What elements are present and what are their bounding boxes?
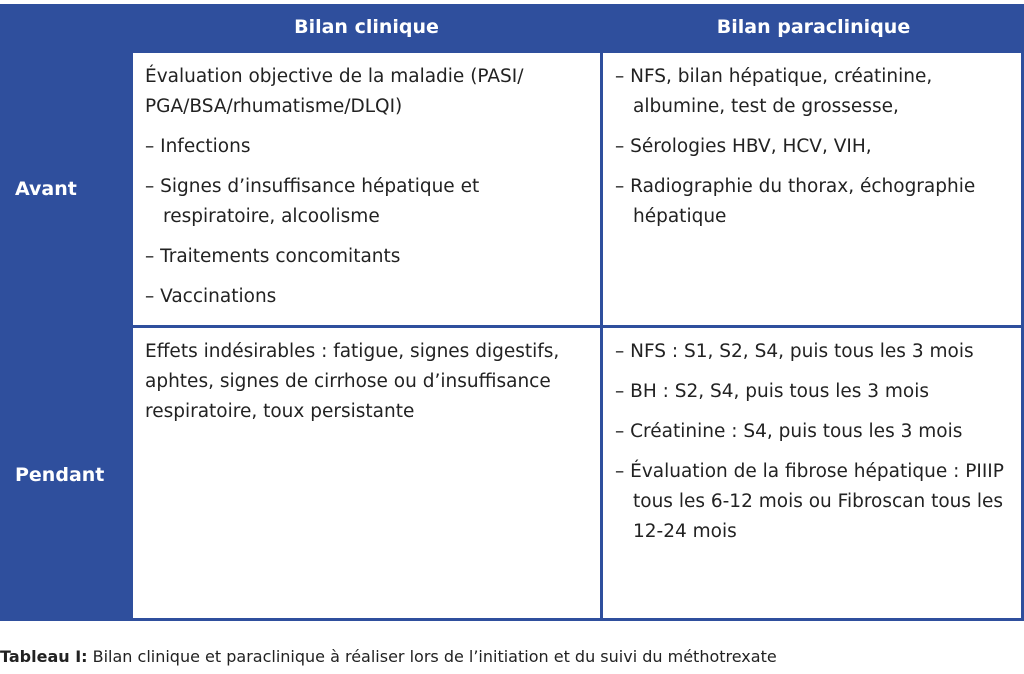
list-item: – Infections bbox=[145, 136, 251, 157]
header-corner bbox=[0, 4, 130, 50]
cell-pendant-paraclinical bbox=[603, 328, 1021, 618]
list-item: – Traitements concomitants bbox=[145, 246, 401, 267]
caption-label: Tableau I: bbox=[0, 647, 88, 666]
cell-pendant-clinical bbox=[133, 328, 600, 618]
list-item: – NFS : S1, S2, S4, puis tous les 3 mois bbox=[615, 341, 974, 362]
pendant-clinical-intro: Effets indésirables : fatigue, signes digestifs, aphtes, signes de cirrhose ou d’insuffisance respiratoire, toux persistante bbox=[145, 341, 560, 422]
cell-avant-paraclinical bbox=[603, 53, 1021, 325]
list-item: – Sérologies HBV, HCV, VIH, bbox=[615, 136, 872, 157]
cell-avant-clinical bbox=[133, 53, 600, 325]
header-clinical: Bilan clinique bbox=[133, 4, 600, 50]
list-item: – Signes d’insuffisance hépatique et respiratoire, alcoolisme bbox=[145, 176, 480, 227]
row-label-avant: Avant bbox=[0, 53, 130, 325]
table-caption bbox=[0, 647, 1024, 666]
caption-text: Bilan clinique et paraclinique à réaliser lors de l’initiation et du suivi du méthotrexate bbox=[87, 647, 777, 666]
list-item: – Créatinine : S4, puis tous les 3 mois bbox=[615, 421, 963, 442]
header-paraclinical: Bilan paraclinique bbox=[603, 4, 1024, 50]
list-item: – BH : S2, S4, puis tous les 3 mois bbox=[615, 381, 930, 402]
list-item: – Vaccinations bbox=[145, 286, 277, 307]
treatment-table bbox=[0, 4, 1024, 621]
list-item: – NFS, bilan hépatique, créatinine, albumine, test de grossesse, bbox=[615, 66, 933, 117]
list-item: – Radiographie du thorax, échographie hépatique bbox=[615, 176, 976, 227]
row-label-pendant: Pendant bbox=[0, 328, 130, 621]
avant-clinical-intro: Évaluation objective de la maladie (PASI/ PGA/BSA/rhumatisme/DLQI) bbox=[145, 66, 524, 117]
list-item: – Évaluation de la fibrose hépatique : PIIIP tous les 6-12 mois ou Fibroscan tous les 12-24 mois bbox=[615, 461, 1004, 542]
